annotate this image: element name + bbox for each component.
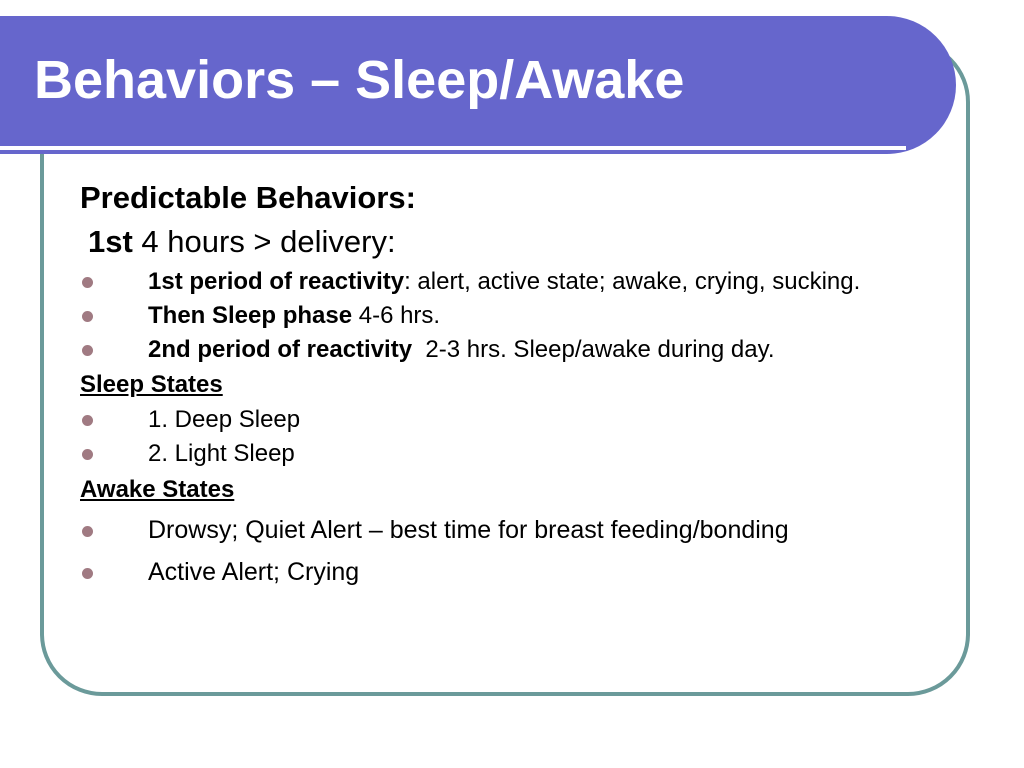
item-bold: Then Sleep phase [148,302,353,329]
item-text: 4-6 hrs. [352,302,441,329]
item-bold: 1st period of reactivity [148,268,405,295]
sleep-states-heading: Sleep States [80,371,223,398]
bullet-icon [82,568,93,579]
bullet-icon [82,277,93,288]
list-item [80,268,940,295]
first-hours-bold: 1st [88,224,133,259]
list-item [80,557,940,587]
bullet-icon [82,311,93,322]
item-bold: 2nd period of reactivity [148,336,413,363]
item-text: : alert, active state; awake, crying, sucking. [404,268,861,295]
list-item [80,302,940,329]
list-item [80,406,940,433]
item-text: Active Alert; Crying [148,558,360,586]
bullet-icon [82,345,93,356]
bullet-icon [82,449,93,460]
list-item [80,440,940,467]
item-text: 1. Deep Sleep [148,406,301,433]
item-text: 2-3 hrs. Sleep/awake during day. [412,336,775,363]
predictable-behaviors-heading: Predictable Behaviors: [80,180,416,215]
sleep-states-list [80,406,940,467]
item-text: 2. Light Sleep [148,440,295,467]
reactivity-list [80,268,940,363]
slide-content [80,176,940,599]
title-underline [0,146,906,150]
awake-states-list [80,515,940,587]
item-text: Drowsy; Quiet Alert – best time for breast feeding/bonding [148,516,789,544]
first-hours-rest: 4 hours > delivery: [132,224,396,259]
first-hours-line [88,220,940,264]
list-item [80,515,940,545]
slide-title: Behaviors – Sleep/Awake [34,50,685,110]
bullet-icon [82,526,93,537]
list-item [80,336,940,363]
awake-states-heading: Awake States [80,476,235,503]
bullet-icon [82,415,93,426]
